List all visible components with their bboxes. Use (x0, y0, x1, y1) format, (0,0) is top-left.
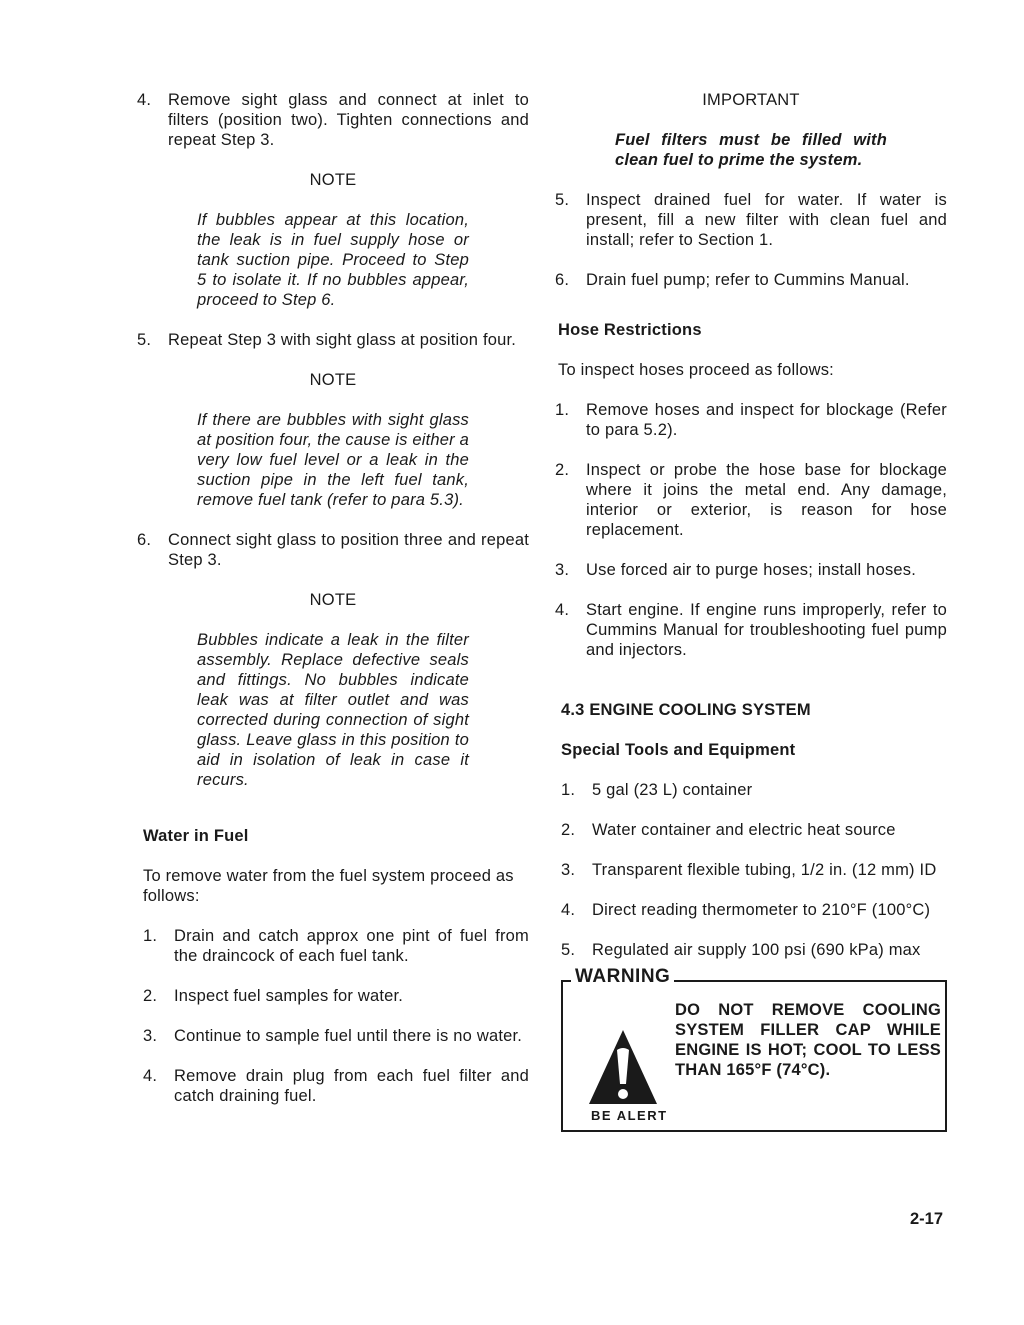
step-number: 1. (143, 927, 158, 945)
step-text: Use forced air to purge hoses; install hoses. (586, 561, 917, 579)
right-column (555, 90, 947, 1132)
step-5 (137, 330, 529, 350)
step-text: Start engine. If engine runs improperly, refer to Cummins Manual for troubleshooting fuel pump and injectors. (586, 601, 947, 659)
step-text: Regulated air supply 100 psi (690 kPa) max (592, 941, 921, 959)
warning-triangle-icon (587, 1028, 659, 1106)
step-number: 5. (555, 191, 570, 209)
step-number: 3. (143, 1027, 158, 1045)
step-number: 4. (143, 1067, 158, 1085)
step-text: Drain and catch approx one pint of fuel from the draincock of each fuel tank. (174, 927, 529, 965)
hose-step-4 (555, 600, 947, 660)
step-text: Inspect fuel samples for water. (174, 987, 404, 1005)
step-number: 6. (555, 271, 570, 289)
step-number: 2. (555, 461, 570, 479)
step-text: Inspect or probe the hose base for blockage where it joins the metal end. Any damage, interior or exterior, is reason for hose replacement. (586, 461, 947, 539)
important-text: Fuel filters must be filled with clean fuel to prime the system. (615, 131, 887, 169)
tool-item-5 (561, 940, 947, 960)
step-number: 5. (137, 331, 152, 349)
step-number: 1. (561, 781, 576, 799)
step-number: 2. (561, 821, 576, 839)
section-intro: To remove water from the fuel system proceed as follows: (143, 867, 514, 905)
section-heading-water-in-fuel: Water in Fuel (143, 827, 249, 845)
note-title: NOTE (309, 171, 357, 189)
warning-label: WARNING (571, 967, 674, 987)
step-text: Continue to sample fuel until there is no water. (174, 1027, 523, 1045)
tool-item-4 (561, 900, 947, 920)
step-number: 4. (561, 901, 576, 919)
step-number: 3. (555, 561, 570, 579)
step-text: 5 gal (23 L) container (592, 781, 753, 799)
tool-item-1 (561, 780, 947, 800)
section-heading-special-tools: Special Tools and Equipment (561, 741, 796, 759)
warning-box (561, 966, 947, 1132)
tool-item-3 (561, 860, 947, 880)
water-step-4 (143, 1066, 529, 1106)
water-step-3 (143, 1026, 529, 1046)
step-number: 4. (137, 91, 152, 109)
section-title-engine-cooling: 4.3 ENGINE COOLING SYSTEM (561, 701, 811, 719)
water-step-1 (143, 926, 529, 966)
water-step-2 (143, 986, 529, 1006)
hose-step-3 (555, 560, 947, 580)
page-number: 2-17 (910, 1210, 944, 1228)
step-6-right (555, 270, 947, 290)
step-number: 3. (561, 861, 576, 879)
note-title: NOTE (309, 371, 357, 389)
hose-step-1 (555, 400, 947, 440)
step-5-right (555, 190, 947, 250)
step-text: Inspect drained fuel for water. If water is present, fill a new filter with clean fuel and install; refer to Section 1. (586, 191, 947, 249)
note-text: If bubbles appear at this location, the leak is in fuel supply hose or tank suction pipe. Proceed to Step 5 to isolate it. If no bubbles appear, proceed to Step 6. (197, 211, 469, 309)
step-text: Water container and electric heat source (592, 821, 896, 839)
step-text: Remove drain plug from each fuel filter and catch draining fuel. (174, 1067, 529, 1105)
step-text: Remove hoses and inspect for blockage (Refer to para 5.2). (586, 401, 947, 439)
tool-item-2 (561, 820, 947, 840)
step-4 (137, 90, 529, 150)
be-alert-label: BE ALERT (591, 1108, 668, 1123)
step-text: Transparent flexible tubing, 1/2 in. (12 mm) ID (592, 861, 937, 879)
step-number: 1. (555, 401, 570, 419)
section-intro: To inspect hoses proceed as follows: (558, 361, 834, 379)
step-text: Remove sight glass and connect at inlet to filters (position two). Tighten connections and repeat Step 3. (168, 91, 529, 149)
note-title: NOTE (309, 591, 357, 609)
step-number: 6. (137, 531, 152, 549)
step-number: 5. (561, 941, 576, 959)
note-text: If there are bubbles with sight glass at position four, the cause is either a very low fuel level or a leak in the suction pipe in the left fuel tank, remove fuel tank (refer to para 5.3). (197, 411, 469, 509)
important-title: IMPORTANT (702, 91, 800, 109)
step-text: Connect sight glass to position three and repeat Step 3. (168, 531, 529, 569)
section-heading-hose-restrictions: Hose Restrictions (558, 321, 702, 339)
step-text: Direct reading thermometer to 210°F (100°C) (592, 901, 931, 919)
warning-text: DO NOT REMOVE COOLING SYSTEM FILLER CAP WHILE ENGINE IS HOT; COOL TO LESS THAN 165°F (74°C). (675, 1001, 941, 1079)
step-number: 2. (143, 987, 158, 1005)
step-text: Drain fuel pump; refer to Cummins Manual. (586, 271, 910, 289)
note-text: Bubbles indicate a leak in the filter assembly. Replace defective seals and fittings. No bubbles indicate leak was at filter outlet and was corrected during connection of sight glass. Leave glass in this position to aid in isolation of leak in case it recurs. (197, 631, 469, 789)
step-6 (137, 530, 529, 570)
hose-step-2 (555, 460, 947, 540)
left-column (137, 90, 529, 1126)
step-text: Repeat Step 3 with sight glass at position four. (168, 331, 517, 349)
step-number: 4. (555, 601, 570, 619)
